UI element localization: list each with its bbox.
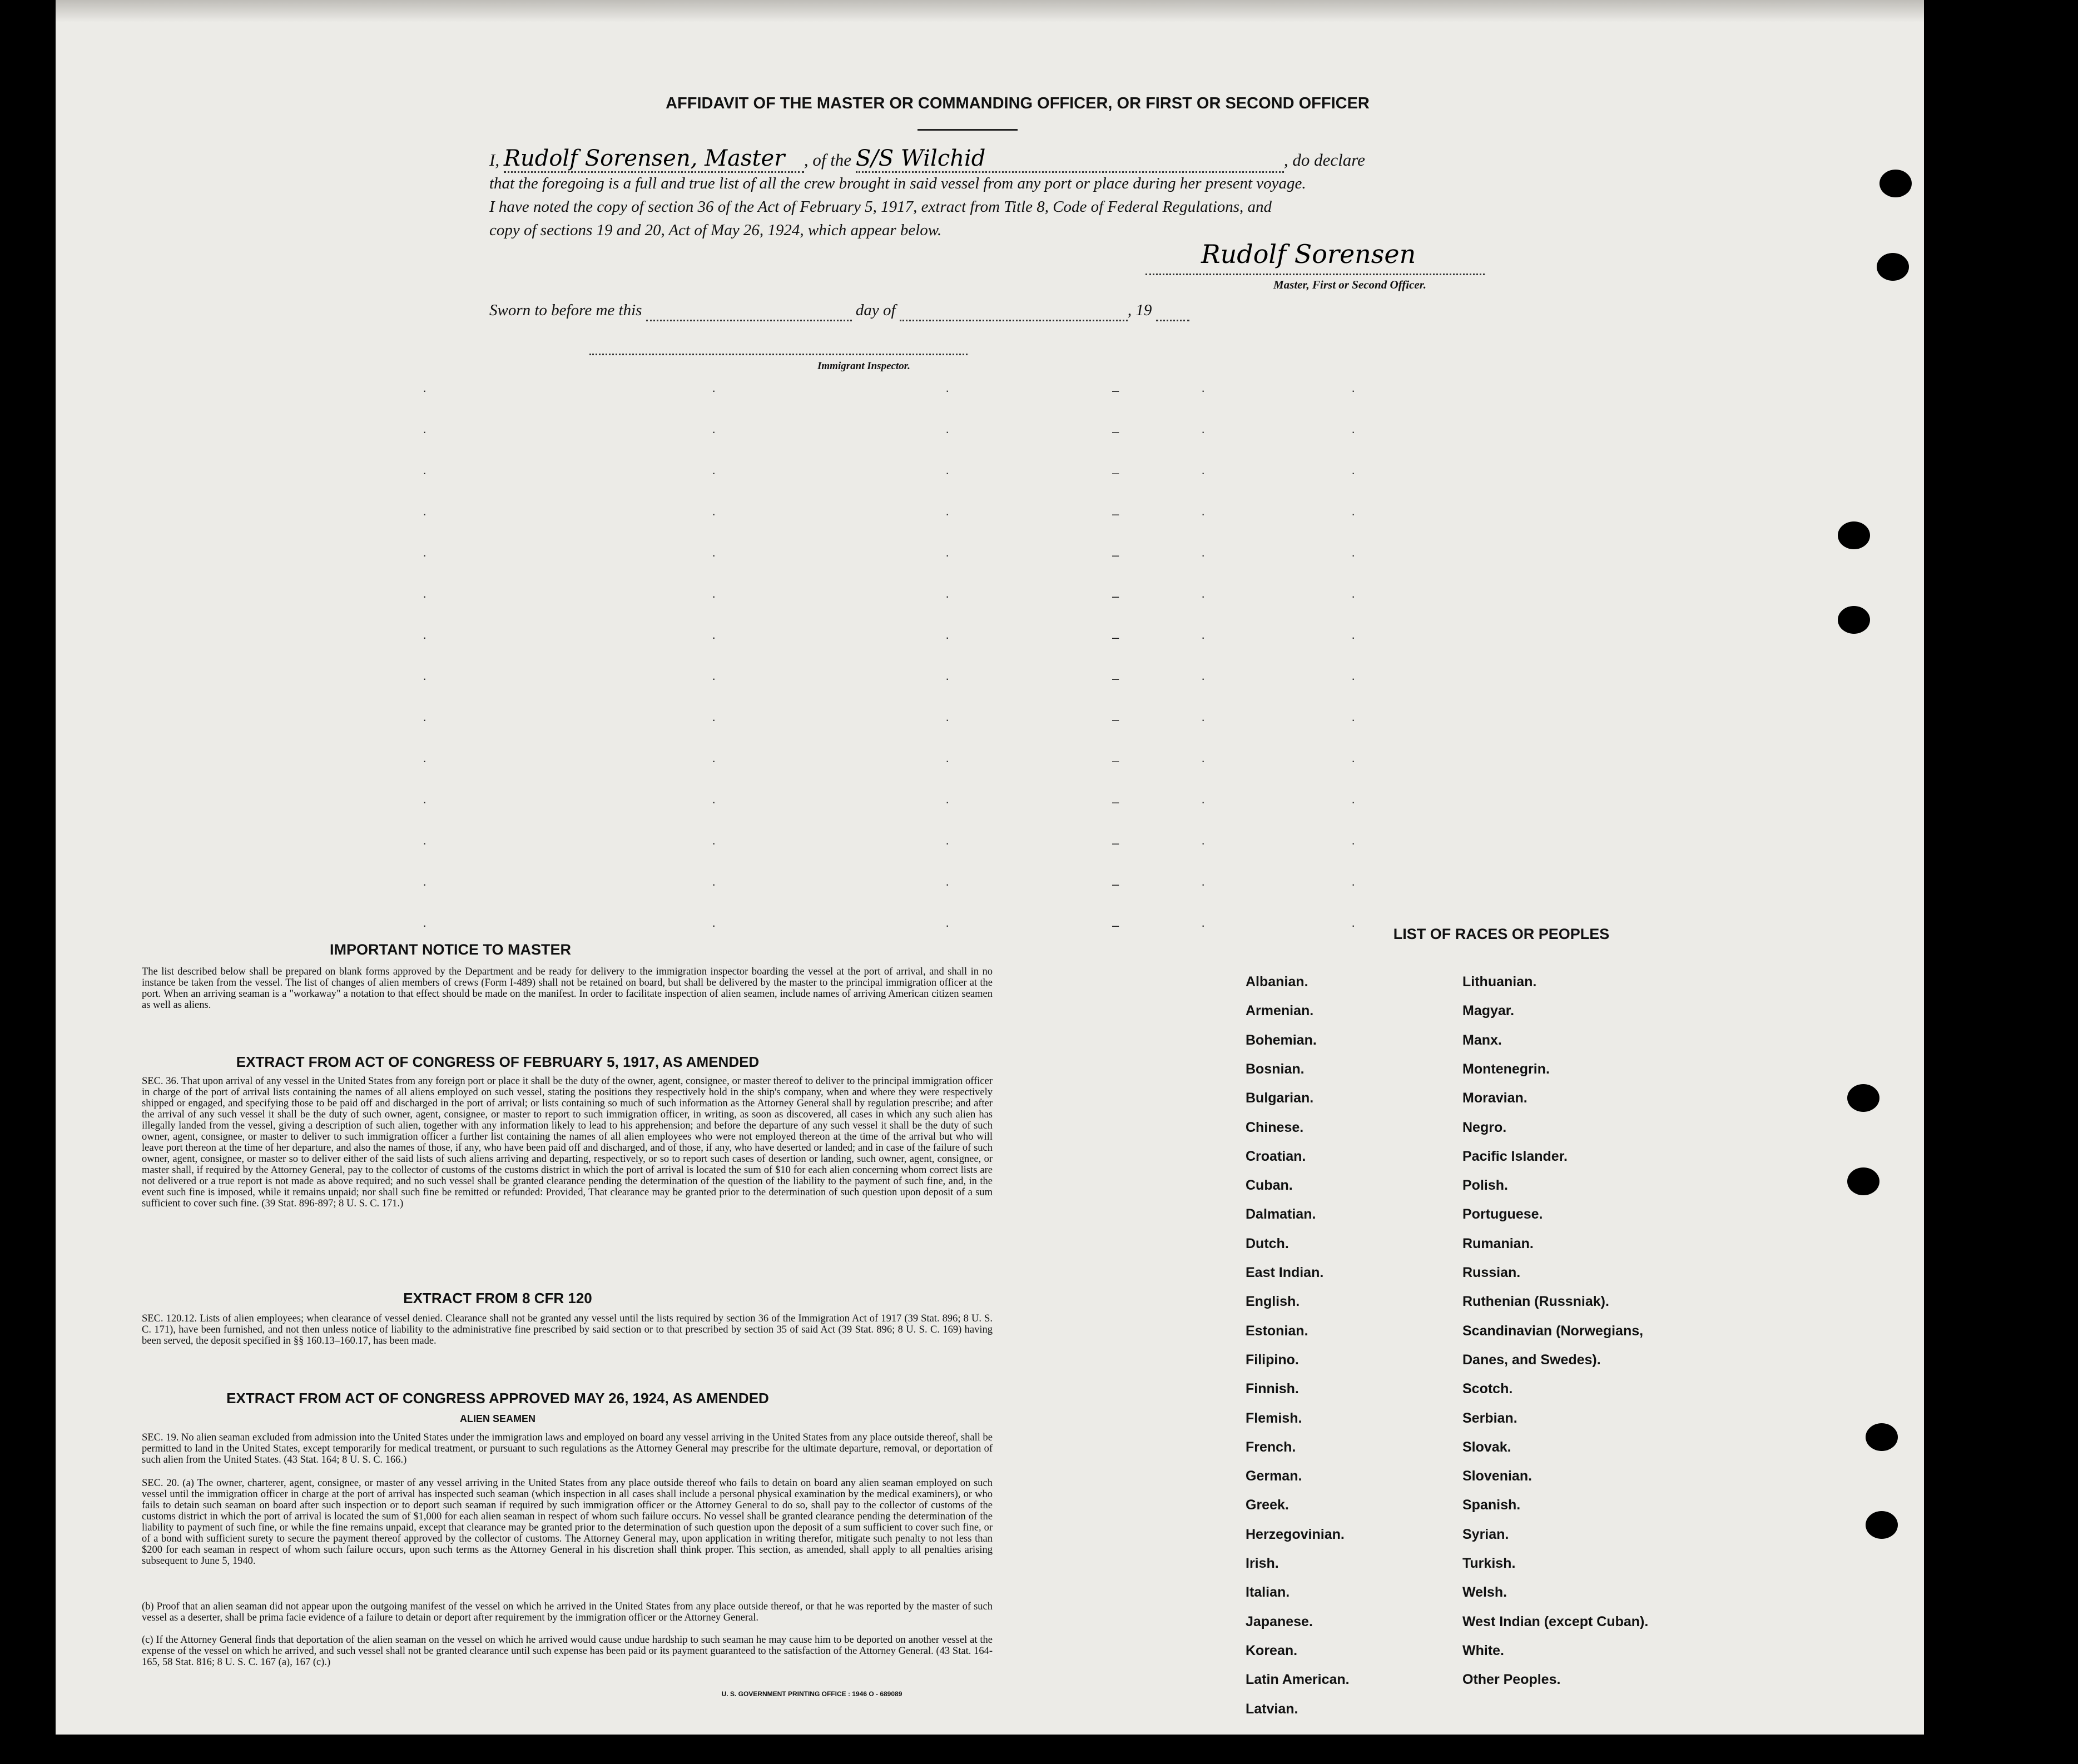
race-item: Lithuanian. [1462,974,1537,990]
race-item: Dalmatian. [1246,1206,1316,1223]
faint-mark: · [945,630,950,644]
race-item: Estonian. [1246,1323,1308,1339]
faint-mark: · [423,836,427,850]
faint-mark: · [1201,713,1206,727]
race-item: Scandinavian (Norwegians, [1462,1323,1644,1339]
of-the-label: , of the [804,150,852,170]
race-item: English. [1246,1294,1300,1310]
faint-mark: · [1351,589,1356,603]
race-item: Slovak. [1462,1439,1511,1455]
faint-mark: · [712,466,716,480]
faint-mark: · [712,425,716,439]
faint-mark: · [1201,836,1206,850]
race-item: Armenian. [1246,1003,1314,1019]
faint-mark: – [1112,507,1119,521]
punch-hole [1879,170,1912,197]
race-item: Syrian. [1462,1526,1509,1542]
faint-mark: · [1351,507,1356,521]
faint-mark: – [1112,630,1119,644]
faint-mark: · [423,630,427,644]
faint-mark: · [423,877,427,891]
vessel-name-field[interactable]: S/S Wilchid [856,146,1284,173]
faint-mark: · [423,713,427,727]
extract-1917-title: EXTRACT FROM ACT OF CONGRESS OF FEBRUARY 5, 1917, AS AMENDED [236,1054,760,1070]
race-item: Greek. [1246,1497,1289,1513]
page-edge-shadow [56,0,1924,22]
year-label: , 19 [1127,301,1152,319]
faint-mark: · [712,754,716,768]
extract-1924-sec19: SEC. 19. No alien seaman excluded from admission into the United States under the immigration laws and employed on board any vessel arriving in the United States from any place outside thereof, shall be permitted to land in the United States, except temporarily for medical treatment, or pursuant to such regulations as the Attorney General may prescribe for the ultimate departure, removal, or deportation of such alien from the United States. (43 Stat. 164; 8 U. S. C. 166.) [142,1432,993,1465]
extract-1924-subtitle: ALIEN SEAMEN [459,1413,535,1424]
race-item: Bosnian. [1246,1061,1305,1077]
faint-mark: · [945,384,950,397]
race-item: Bulgarian. [1246,1090,1314,1106]
race-item: Dutch. [1246,1235,1289,1251]
faint-mark: · [1351,548,1356,562]
faint-mark: · [945,425,950,439]
faint-mark: · [423,672,427,685]
punch-hole [1838,606,1870,634]
faint-mark: · [1351,795,1356,809]
race-item: Moravian. [1462,1090,1527,1106]
day-of-label: day of [855,301,896,319]
faint-mark: · [423,507,427,521]
inspector-caption: Immigrant Inspector. [817,360,910,372]
faint-mark: · [1201,795,1206,809]
race-item: Turkish. [1462,1556,1516,1571]
faint-mark: · [712,589,716,603]
faint-mark: · [423,466,427,480]
race-item: Pacific Islander. [1462,1148,1568,1164]
race-item: Manx. [1462,1032,1502,1048]
punch-hole [1838,521,1870,549]
faint-mark: · [945,548,950,562]
faint-mark: · [945,754,950,768]
race-item: Magyar. [1462,1003,1515,1019]
sworn-line [489,301,1189,321]
sworn-year-field[interactable] [1156,301,1189,321]
punch-hole [1866,1423,1898,1451]
faint-mark: – [1112,918,1119,932]
race-item: Slovenian. [1462,1468,1533,1484]
race-item: Scotch. [1462,1381,1513,1397]
race-item: Chinese. [1246,1119,1304,1135]
affidavit-body-line-1: that the foregoing is a full and true list of all the crew brought in said vessel from any port or place during her present voyage. [489,175,1306,192]
faint-mark: · [945,507,950,521]
race-item: Danes, and Swedes). [1462,1351,1601,1368]
faint-mark: · [423,795,427,809]
faint-mark: · [945,713,950,727]
faint-mark: · [423,425,427,439]
faint-mark: – [1112,672,1119,685]
faint-mark: – [1112,589,1119,603]
faint-mark: · [945,589,950,603]
faint-mark: – [1112,877,1119,891]
faint-mark: · [712,836,716,850]
extract-1924-sec20b: (b) Proof that an alien seaman did not appear upon the outgoing manifest of the vessel on which he arrived in the United States from any place outside thereof, or that he was reported by the master of such vessel as a deserter, shall be prima facie evidence of a failure to detain or deport after requirement by the immigration officer or the Attorney General. [142,1601,993,1623]
faint-mark: – [1112,384,1119,397]
faint-mark: · [1351,672,1356,685]
signature-caption: Master, First or Second Officer. [1273,278,1426,291]
faint-mark: · [1351,630,1356,644]
race-item: Rumanian. [1462,1235,1534,1251]
race-item: Ruthenian (Russniak). [1462,1294,1609,1310]
affidavit-body-line-2: I have noted the copy of section 36 of the Act of February 5, 1917, extract from Title 8, Code of Federal Regulations, and [489,198,1272,216]
faint-mark: · [1201,507,1206,521]
extract-1924-sec20c: (c) If the Attorney General finds that deportation of the alien seaman on the vessel on which he arrived would cause undue hardship to such seaman he may cause him to be deported on another vessel at the expense of the vessel on which he arrived, and such vessel shall not be granted clearance until such expense has been paid or its payment guaranteed to the satisfaction of the Attorney General. (43 Stat. 164-165, 58 Stat. 816; 8 U. S. C. 167 (a), 167 (c).) [142,1634,993,1668]
faint-mark: · [423,754,427,768]
race-item: White. [1462,1642,1504,1658]
sworn-month-field[interactable] [900,301,1128,321]
race-item: Latvian. [1246,1701,1298,1717]
document-page [56,0,1924,1735]
race-item: Montenegrin. [1462,1061,1550,1077]
faint-mark: · [945,877,950,891]
faint-mark: · [1201,672,1206,685]
faint-mark: · [423,918,427,932]
faint-mark: · [712,630,716,644]
affidavit-title: AFFIDAVIT OF THE MASTER OR COMMANDING OFFICER, OR FIRST OR SECOND OFFICER [666,95,1370,112]
race-item: Other Peoples. [1462,1672,1561,1688]
faint-mark: · [1351,713,1356,727]
faint-mark: – [1112,754,1119,768]
faint-mark: – [1112,713,1119,727]
race-item: Serbian. [1462,1410,1517,1426]
race-item: Herzegovinian. [1246,1526,1345,1542]
race-item: Irish. [1246,1556,1279,1571]
race-item: East Indian. [1246,1265,1324,1280]
race-item: West Indian (except Cuban). [1462,1613,1649,1629]
printer-imprint: U. S. GOVERNMENT PRINTING OFFICE : 1946 O - 689089 [721,1690,902,1698]
faint-mark: · [1201,754,1206,768]
title-rule [918,129,1018,131]
faint-mark: · [712,795,716,809]
faint-mark: · [712,507,716,521]
faint-mark: · [1201,466,1206,480]
race-item: Finnish. [1246,1381,1299,1397]
master-signature[interactable]: Rudolf Sorensen [1201,239,1416,269]
faint-mark: · [1201,630,1206,644]
race-item: Welsh. [1462,1584,1507,1601]
faint-mark: · [1201,425,1206,439]
race-item: Cuban. [1246,1177,1293,1194]
race-item: Albanian. [1246,974,1308,990]
faint-mark: · [712,877,716,891]
faint-mark: · [423,384,427,397]
race-item: Croatian. [1246,1148,1306,1164]
faint-mark: · [1351,877,1356,891]
faint-mark: · [1351,836,1356,850]
faint-mark: · [945,672,950,685]
punch-hole [1847,1167,1879,1195]
faint-mark: – [1112,795,1119,809]
extract-cfr-text: SEC. 120.12. Lists of alien employees; when clearance of vessel denied. Clearance shall not be granted any vessel until the lists required by section 36 of the Immigration Act of 1917 (39 Stat. 896; 8 U. S. C. 171), have been furnished, and not then unless notice of liability to the administrative fine prescribed by said section or to that prescribed by section 35 of said Act (39 Stat. 896; 8 U. S. C. 169) having been served, the deposit specified in §§ 160.13–160.17, has been made. [142,1313,993,1346]
faint-mark: · [1351,754,1356,768]
race-item: Bohemian. [1246,1032,1317,1048]
extract-1917-text: SEC. 36. That upon arrival of any vessel in the United States from any foreign port or place it shall be the duty of the owner, agent, consignee, or master thereof to deliver to the principal immigration officer in charge of the port of arrival lists containing the names of all aliens employed on such vessel, stating the positions they respectively hold in the ship's company, when and where they were respectively shipped or engaged, and specifying those to be paid off and discharged in the port of arrival; or lists containing so much of such information as the Attorney General shall by regulation prescribe; and after the arrival of any such vessel it shall be the duty of such owner, agent, consignee, or master to report to such immigration officer, in writing, as soon as discovered, all cases in which any such alien has illegally landed from the vessel, giving a description of such alien, together with any information likely to lead to his apprehension; and before the departure of any such vessel it shall be the duty of such owner, agent, consignee, or master to deliver to such immigration officer a further list containing the names of all alien employees who were not employed thereon at the time of the arrival but who will leave port thereon at the time of her departure, and also the names of those, if any, who have been paid off and discharged, and of those, if any, who have deserted or landed; and in case of the failure of such owner, agent, consignee, or master so to deliver either of the said lists of such aliens arriving and departing, respectively, or so to report such cases of desertion or landing, such owner, agent, consignee, or master shall, if required by the Attorney General, pay to the collector of customs of the customs district in which the port of arrival is located the sum of $10 for each alien concerning whom correct lists are not delivered or a true report is not made as above required; and no such vessel shall be granted clearance pending the determination of the question of the liability to the payment of such fine, and, in the event such fine is imposed, while it remains unpaid; nor shall such fine be remitted or refunded: Provided, That clearance may be granted prior to the determination of such question upon deposit of a sum sufficient to cover such fine. (39 Stat. 896-897; 8 U. S. C. 171.) [142,1076,993,1209]
do-declare-label: , do declare [1283,150,1365,170]
punch-hole [1866,1511,1898,1539]
extract-cfr-title: EXTRACT FROM 8 CFR 120 [403,1290,592,1306]
inspector-signature-line[interactable] [589,354,968,355]
sworn-day-field[interactable] [646,301,852,321]
faint-mark: · [712,548,716,562]
faint-mark: · [1351,384,1356,397]
race-item: Filipino. [1246,1351,1299,1368]
faint-mark: · [1201,548,1206,562]
race-item: French. [1246,1439,1296,1455]
race-item: German. [1246,1468,1302,1484]
faint-mark: – [1112,425,1119,439]
extract-1924-title: EXTRACT FROM ACT OF CONGRESS APPROVED MAY 26, 1924, AS AMENDED [226,1390,769,1407]
affidavit-body-line-3: copy of sections 19 and 20, Act of May 26, 1924, which appear below. [489,221,942,239]
race-item: Korean. [1246,1642,1298,1658]
faint-mark: · [423,548,427,562]
sworn-label: Sworn to before me this [489,301,642,319]
faint-mark: · [1351,466,1356,480]
faint-mark: · [423,589,427,603]
faint-mark: · [712,713,716,727]
faint-mark: · [1201,877,1206,891]
master-name-field[interactable]: Rudolf Sorensen, Master [504,146,804,173]
race-item: Portuguese. [1462,1206,1543,1223]
affidavit-first-line [489,146,1365,173]
races-title: LIST OF RACES OR PEOPLES [1393,926,1610,942]
i-label: I, [489,150,500,170]
punch-hole [1847,1084,1879,1112]
signature-line [1145,274,1485,275]
faint-mark: · [1201,384,1206,397]
extract-1924-sec20a: SEC. 20. (a) The owner, charterer, agent, consignee, or master of any vessel arriving in the United States from any place outside thereof who fails to detain on board any alien seaman employed on such vessel until the immigration officer in charge at the port of arrival has inspected such seaman (which inspection in all cases shall include a personal physical examination by the medical examiners), or who fails to detain such seaman on board after such inspection or to deport such seaman if required by such immigration officer or the Attorney General to do so, shall pay to the collector of customs of the customs district in which the port of arrival is located the sum of $1,000 for each alien seaman in respect of whom such failure occurs. No vessel shall be granted clearance pending the determination of the liability to payment of such fine, or while the fine remains unpaid, except that clearance may be granted prior to the determination of such question upon the deposit of a sum sufficient to cover such fine, or of a bond with sufficient surety to secure the payment thereof approved by the collector of customs. The Attorney General may, upon application in writing therefor, mitigate such penalty to not less than $200 for each seaman in respect of whom such failure occurs, upon such terms as the Attorney General in his discretion shall think proper. This section, as amended, shall apply to all penalties arising subsequent to June 5, 1940. [142,1478,993,1567]
faint-mark: · [945,795,950,809]
faint-mark: · [1351,918,1356,932]
notice-title: IMPORTANT NOTICE TO MASTER [330,941,571,958]
faint-mark: · [712,672,716,685]
race-item: Italian. [1246,1584,1290,1601]
faint-mark: – [1112,548,1119,562]
race-item: Spanish. [1462,1497,1521,1513]
faint-mark: · [945,466,950,480]
notice-text: The list described below shall be prepared on blank forms approved by the Department and be ready for delivery to the immigration inspector boarding the vessel at the port of arrival, and shall in no instance be taken from the vessel. The list of changes of alien members of crews (Form I-489) shall not be retained on board, but shall be delivered by the master to the principal immigration officer at the port. When an arriving seaman is a "workaway" a notation to that effect should be made on the manifest. In order to facilitate inspection of alien seamen, include names of arriving American citizen seamen as well as aliens. [142,966,993,1011]
race-item: Russian. [1462,1265,1521,1280]
race-item: Negro. [1462,1119,1507,1135]
race-item: Japanese. [1246,1613,1313,1629]
faint-mark: · [945,918,950,932]
faint-mark: – [1112,466,1119,480]
faint-mark: – [1112,836,1119,850]
race-item: Polish. [1462,1177,1508,1194]
race-item: Flemish. [1246,1410,1302,1426]
race-item: Latin American. [1246,1672,1350,1688]
faint-mark: · [945,836,950,850]
faint-mark: · [1201,918,1206,932]
faint-mark: · [712,918,716,932]
faint-mark: · [1351,425,1356,439]
faint-mark: · [712,384,716,397]
faint-mark: · [1201,589,1206,603]
punch-hole [1877,253,1909,281]
